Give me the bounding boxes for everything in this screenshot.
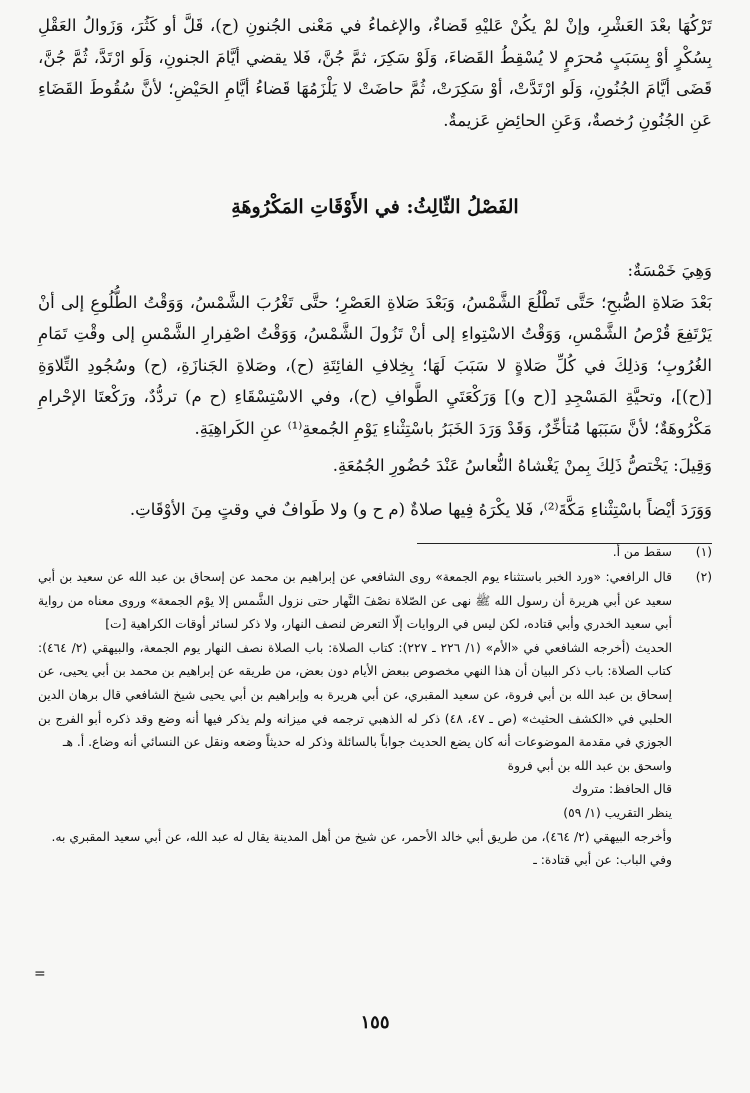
footnote-number: (٢)	[695, 570, 712, 584]
footnote-text: وفي الباب: عن أبي قتادة: ـ	[533, 853, 672, 868]
paragraph-continuation: تَرْكُهَا بعْدَ العَشْرِ، وإنْ لمْ يكُنْ عَليْهِ قَضاءٌ، والإغماءُ في مَعْنى الجُنونِ (ح)، قَلَّ أو كَثُرَ، وَزَوالُ العَقْلِ بِسُكْرٍ أوْ بِسَبَبٍ مُحرَمٍ لا يُسْقِطُ القَضاءَ، وَلَوْ سَكِرَ، ثمَّ جُنَّ، فَلا يقضي أيَّامَ الجنونِ، وَلَو ارْتَدَّ، ثُمَّ جُنَّ، قَضَى أيَّامَ الجُنُونِ، وَلَو ارْتَدَّتْ، أوْ سَكِرَتْ، ثُمَّ حاضَتْ لا يَلْزَمُهَا قَضاءُ أيَّامِ الحَيْضِ؛ لأنَّ سُقُوطَ القَضَاءِ عَنِ الجُنُونِ رُخصةٌ، وَعَنِ الحائِضِ عَزيمةٌ.	[38, 16, 712, 130]
continuation-mark: =	[34, 966, 46, 982]
footnote-text: وأخرجه البيهقي (٢/ ٤٦٤)، من طريق أبي خالد الأحمر، عن شيخ من أهل المدينة يقال له عبد الله، عن أبي سعيد المقبري به.	[51, 829, 672, 844]
footnote-text: سقط من أ.	[612, 545, 672, 559]
footnote-text: الحديث (أخرجه الشافعي في «الأم» (١/ ٢٢٦ ـ ٢٢٧): كتاب الصلاة: باب الصلاة نصف النهار يوم الجمعة، والبيهقي (٢/ ٤٦٤): كتاب الصلاة: باب ذكر البيان أن هذا النهي مخصوص ببعض الأيام دون بعض، من طريقه عن إبراهيم بن محمد بن أبي يحيى، عن إسحاق بن عبد الله بن أبي فروة، عن سعيد المقبري، عن أبي هريرة به وإبراهيم بن أبي يحيى شيخ الشافعي قال برهان الدين الحلبي في «الكشف الحثيث» (ص ـ ٤٧، ٤٨) ذكر له الذهبي ترجمه في ميزانه ولم يذكر فيها أنه وضع وقد ذكره أبو الفرج بن الجوزي في مقدمة الموضوعات أنه كان يضع الحديث جواباً بالسائلة وذكر له حديثاً وضعه ونقل عن النسائي أنه وضاع. أ. هـ	[38, 640, 672, 750]
times-text: بَعْدَ صَلاةِ الصُّبحِ؛ حَتَّى تَطْلُعَ الشَّمْسُ، وَبَعْدَ صَلاةِ العَصْرِ؛ حتَّى تَغْرُبَ الشَّمْسُ، وَوَقْتُ الطُّلُوعِ إلى أنْ يَرْتَفِعَ قُرْصُ الشَّمْسِ، وَوَقْتُ الاسْتِواءِ إلى أنْ تَزُولَ الشَّمْسُ، وَوَقْتُ اصْفِرارِ الشَّمْسِ إلى وقْتِ تَمَامِ الغُرُوبِ؛ وَذلِكَ في كُلِّ صَلاةٍ لا سَبَبَ لَهَا؛ بِخِلافِ الفائِتَةِ (ح)، وصَلاةِ الجَنازَةِ، (ح) وسُجُودِ التِّلاوَةِ [(ح)]، وتحيَّةِ المَسْجِدِ [(ح و)] وَرَكْعَتَيِ الطَّوافِ (ح)، وفي الاسْتِسْقَاءِ (ح م) تردُّدٌ، ورَكْعتَا الإحْرامِ مَكْرُوهَةٌ؛ لأنَّ سَبَبَها مُتأخِّرٌ، وَقَدْ وَرَدَ الخَبَرُ باسْتِثْناءِ يَوْمِ الجُمعةِ⁽¹⁾ عنِ الكَراهِيَةِ.	[38, 292, 712, 438]
footnote-text: واسحق بن عبد الله بن أبي فروة	[507, 758, 672, 773]
footnote-text: قال الرافعي: «ورد الخبر باستثناء يوم الجمعة» روى الشافعي عن إبراهيم بن محمد عن إسحاق بن عبد الله عن سعيد بن أبي سعيد عن أبي هريرة أن رسول الله ﷺ نهى عن الصّلاة نصْفَ النَّهار حتى نزول الشَّمس إلا يوْم الجمعة» وروى معناه من رواية أبي سعيد الخدري وأبي قتاده، لكن ليس في الروايات إلّا التعرض لنصف النهار، ولا ذكر لسائر أوقات الكراهية [ت]	[38, 570, 672, 632]
footnote-text: ينظر التقريب (١/ ٥٩)	[563, 805, 672, 820]
footnote-text: قال الحافظ: متروك	[571, 782, 672, 797]
paragraph-mecca: وَوَرَدَ أيْضاً باسْتِثْناءِ مَكَّةَ⁽²⁾، فَلا يكْرَهُ فِيها صلاةٌ (م ح و) ولا طَوافٌ في وقتٍ مِنَ الأوْقَاتِ.	[129, 500, 712, 519]
paragraph-friday: وَقِيلَ: يَخْتصُّ ذَلِكَ بِمنْ يَغْشاهُ النُّعاسُ عَنْدَ حُضُورِ الجُمُعَةِ.	[332, 456, 712, 475]
footnote-2	[38, 566, 712, 873]
intro-line: وَهِيَ خَمْسَةٌ:	[627, 261, 712, 280]
footnote-number: (١)	[695, 545, 712, 559]
chapter-heading: الفَصْلُ الثّالِثُ: في الأَوْقَاتِ المَكْرُوهَةِ	[231, 196, 519, 218]
page-number: ١٥٥	[360, 1012, 390, 1033]
footnote-1	[38, 541, 712, 565]
paragraph-times-list	[38, 255, 712, 444]
